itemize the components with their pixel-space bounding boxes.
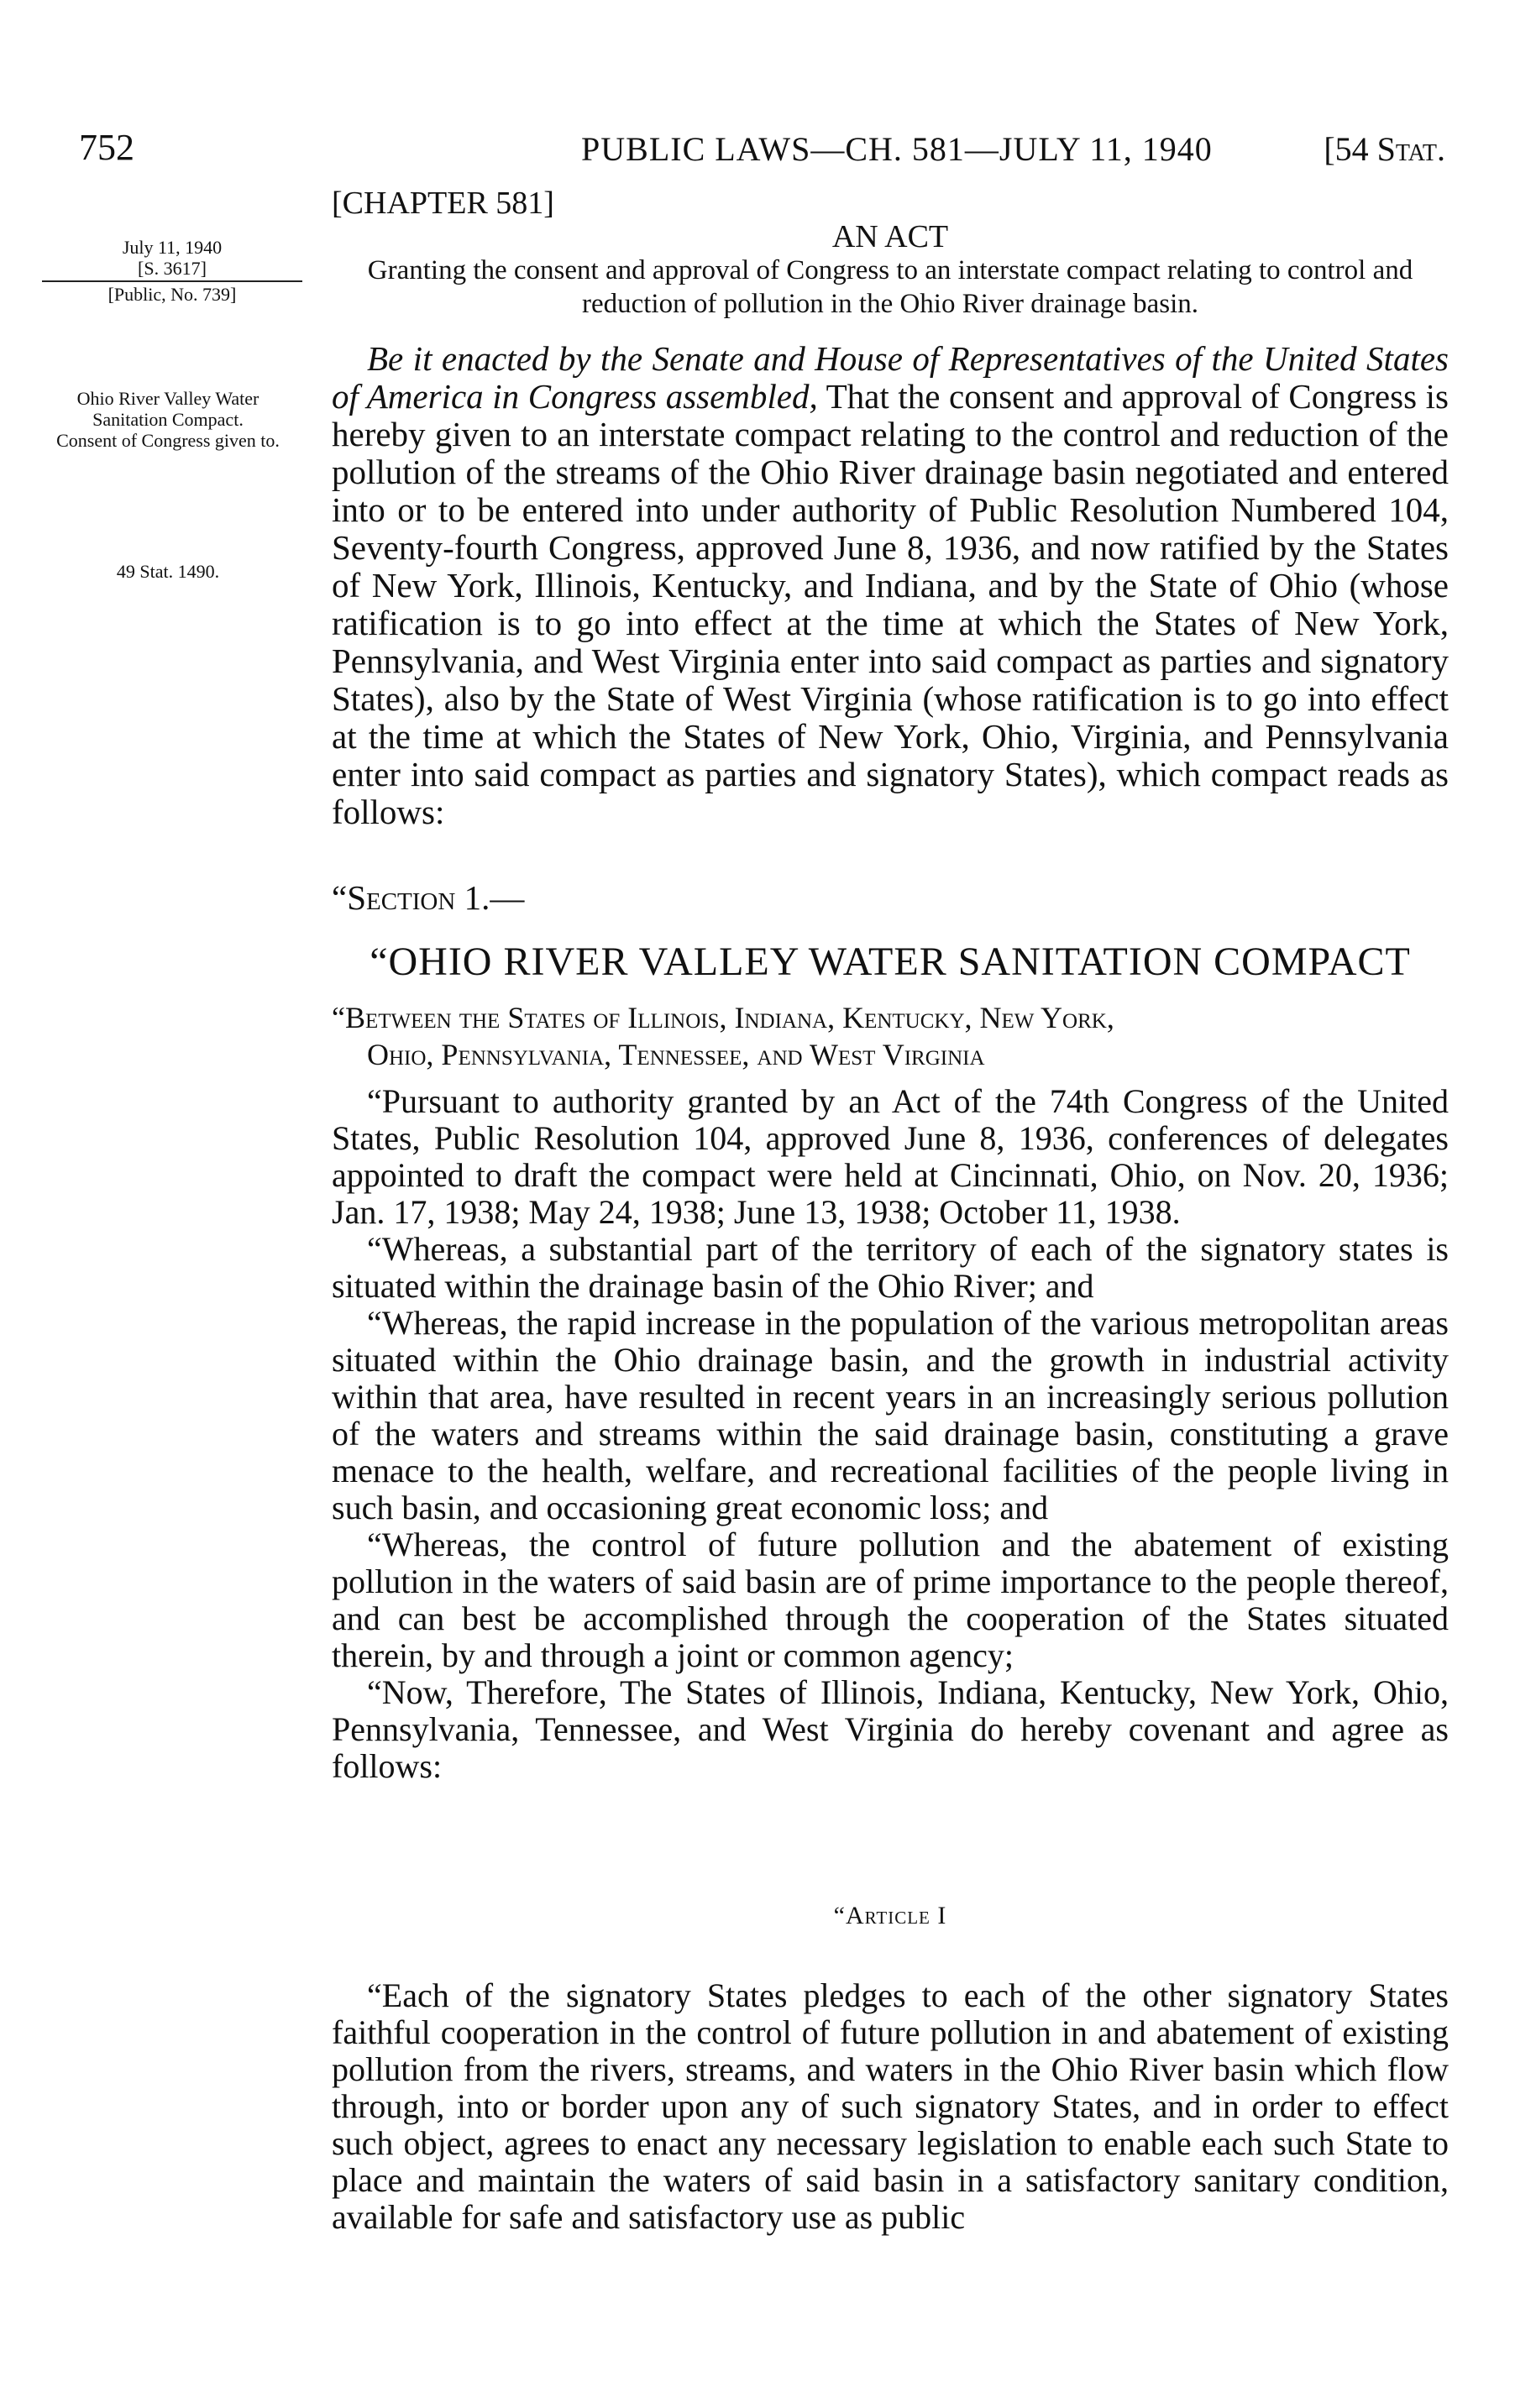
whereas-paragraph-3: “Whereas, the control of future pollution and the abatement of existing pollution in the waters of said basin are of prime importance to the people thereof, and can best be accomplished through the cooperation of the States situated therein, by and through a joint or common agency;	[332, 1526, 1449, 1674]
article-1-paragraph: “Each of the signatory States pledges to each of the other signatory States faithful cooperation in the control of future pollution in and abatement of existing pollution from the rivers, streams, and waters in the Ohio River basin which flow through, into or border upon any of such signatory States, and in order to effect such object, agrees to enact any necessary legislation to enable each such State to place and maintain the waters of said basin in a satisfactory sanitary condition, available for safe and satisfactory use as public	[332, 1976, 1449, 2236]
running-title: PUBLIC LAWS—CH. 581—JULY 11, 1940	[581, 130, 1213, 168]
article-heading: “Article I	[833, 1902, 947, 1929]
article-1-body	[332, 1977, 1449, 2236]
page-number: 752	[79, 127, 134, 168]
enacting-formula: Be it enacted by the Senate and House of Representatives of the United States of America in Congress assembled,	[332, 339, 1449, 416]
margin-public-no: [Public, No. 739]	[107, 284, 237, 305]
preamble	[332, 1083, 1449, 1785]
pursuant-paragraph: “Pursuant to authority granted by an Act of the 74th Congress of the United States, Public Resolution 104, approved June 8, 1936, conferences of delegates appointed to draft the compact were held at Cincinnati, Ohio, on Nov. 20, 1936; Jan. 17, 1938; May 24, 1938; June 13, 1938; October 11, 1938.	[332, 1082, 1449, 1231]
margin-note-topic	[42, 388, 294, 451]
enacting-clause	[332, 340, 1449, 831]
section-heading: “Section 1.—	[332, 878, 525, 917]
whereas-paragraph-1: “Whereas, a substantial part of the territory of each of the signatory states is situated within the drainage basin of the Ohio River; and	[332, 1230, 1449, 1305]
margin-topic-1: Ohio River Valley Water Sanitation Compact.	[76, 388, 259, 430]
margin-citation: 49 Stat. 1490.	[116, 561, 220, 582]
compact-parties	[332, 999, 1449, 1073]
act-label: AN ACT	[831, 219, 949, 254]
margin-topic-2: Consent of Congress given to.	[56, 430, 280, 451]
margin-date: July 11, 1940	[122, 237, 223, 258]
now-therefore-paragraph: “Now, Therefore, The States of Illinois, Indiana, Kentucky, New York, Ohio, Pennsylvania, Tennessee, and West Virginia do hereby covenant and agree as follows:	[332, 1673, 1449, 1785]
enacting-body: That the consent and approval of Congress is hereby given to an interstate compact relating to the control and reduction of the pollution of the streams of the Ohio River drainage basin negotiated and entered into or to be entered into under authority of Public Resolution Numbered 104, Seventy-fourth Congress, approved June 8, 1936, and now ratified by the States of New York, Illinois, Kentucky, and Indiana, and by the State of Ohio (whose ratification is to go into effect at the time at which the States of New York, Pennsylvania, and West Virginia enter into said compact as parties and signatory States), also by the State of West Virginia (whose ratification is to go into effect at the time at which the States of New York, Ohio, Virginia, and Pennsylvania enter into said compact as parties and signatory States), which compact reads as follows:	[332, 377, 1449, 831]
margin-note-date	[34, 237, 311, 305]
margin-rule	[42, 280, 302, 282]
act-title: Granting the consent and approval of Congress to an interstate compact relating to control and reduction of pollution in the Ohio River drainage basin.	[367, 255, 1413, 319]
volume-citation: [54 Stat.	[1324, 130, 1445, 168]
whereas-paragraph-2: “Whereas, the rapid increase in the population of the various metropolitan areas situated within the Ohio drainage basin, and the growth in industrial activity within that area, have resulted in recent years in an increasingly serious pollution of the waters and streams within the said drainage basin, constituting a grave menace to the health, welfare, and recreational facilities of the people living in such basin, and occasioning great economic loss; and	[332, 1304, 1449, 1526]
compact-title: “OHIO RIVER VALLEY WATER SANITATION COMPACT	[370, 940, 1411, 984]
parties-line-2: Ohio, Pennsylvania, Tennessee, and West Virginia	[367, 1038, 985, 1071]
page-header	[0, 126, 1536, 176]
margin-bill: [S. 3617]	[138, 258, 207, 279]
margin-note-citation	[42, 561, 294, 582]
chapter-heading: [CHAPTER 581]	[332, 186, 554, 221]
parties-line-1: “Between the States of Illinois, Indiana, Kentucky, New York,	[332, 1001, 1114, 1034]
